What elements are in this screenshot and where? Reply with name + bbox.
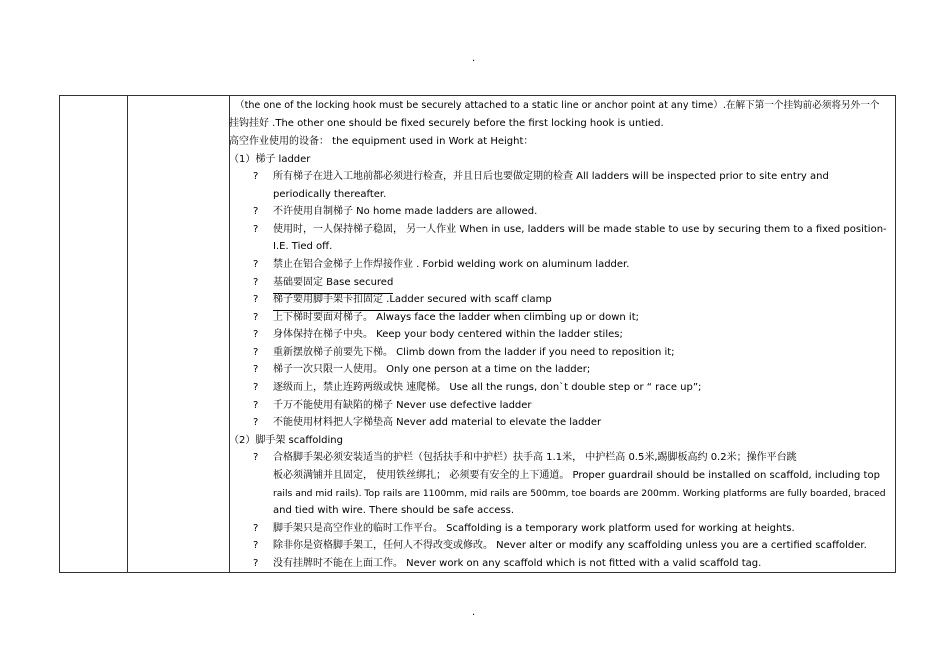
list-item-text-underlined: 梯子要用脚手架卡扣固定 .Ladder secured with scaff clamp xyxy=(273,291,552,311)
list-item-text: 使用时，一人保持梯子稳固， 另一人作业 When in use, ladders will be made stable to use by securing them to a fixed position- xyxy=(273,224,887,235)
list-item-text: periodically thereafter. xyxy=(273,189,387,200)
bullet-glyph: ? xyxy=(253,259,259,270)
page-mark-top: . xyxy=(472,53,476,64)
section-heading-scaffolding: （2）脚手架 scaffolding xyxy=(229,435,343,446)
list-item-text: 不许使用自制梯子 No home made ladders are allowed. xyxy=(273,206,538,217)
bullet-glyph: ? xyxy=(253,417,259,428)
list-item-text: 千万不能使用有缺陷的梯子 Never use defective ladder xyxy=(273,400,532,411)
list-item-text: 除非你是资格脚手架工，任何人不得改变或修改。 Never alter or modify any scaffolding unless you are a certified scaffolder. xyxy=(273,540,867,551)
bullet-glyph: ? xyxy=(253,329,259,340)
text-line: （the one of the locking hook must be securely attached to a static line or anchor point at any time）.在解下第一个挂钩前必须将另外一个 xyxy=(235,100,880,111)
list-item-text: 不能使用材料把人字梯垫高 Never add material to elevate the ladder xyxy=(273,417,602,428)
bullet-glyph: ? xyxy=(253,452,259,463)
bullet-glyph: ? xyxy=(253,206,259,217)
list-item-text: 所有梯子在进入工地前都必须进行检查，并且日后也要做定期的检查 All ladders will be inspected prior to site entry and xyxy=(273,171,829,182)
list-item-text: 梯子一次只限一人使用。 Only one person at a time on the ladder; xyxy=(273,364,591,375)
section-heading-ladder: （1）梯子 ladder xyxy=(229,154,311,165)
list-item-text: 脚手架只是高空作业的临时工作平台。 Scaffolding is a temporary work platform used for working at heights. xyxy=(273,523,795,534)
list-item xyxy=(229,168,891,186)
bullet-glyph: ? xyxy=(253,347,259,358)
bullet-glyph: ? xyxy=(253,224,259,235)
list-item-text: I.E. Tied off. xyxy=(273,241,333,252)
bullet-glyph: ? xyxy=(253,312,259,323)
list-item-text: 禁止在铝合金梯子上作焊接作业 . Forbid welding work on aluminum ladder. xyxy=(273,259,630,270)
table-column-divider xyxy=(127,96,128,572)
bullet-glyph: ? xyxy=(253,523,259,534)
text-line: 挂钩挂好 .The other one should be fixed securely before the first locking hook is untied. xyxy=(229,118,664,129)
bullet-glyph: ? xyxy=(253,558,259,569)
page-mark-bottom: . xyxy=(472,607,476,618)
list-item-text: 合格脚手架必须安装适当的护栏（包括扶手和中护栏）扶手高 1.1米， 中护栏高 0.5米,踢脚板高约 0.2米；操作平台跳 xyxy=(273,452,797,463)
list-item-text: 板必须满铺并且固定， 使用铁丝绑扎； 必须要有安全的上下通道。 Proper guardrail should be installed on scaffold, including top xyxy=(273,470,880,481)
bullet-glyph: ? xyxy=(253,400,259,411)
list-item-text: and tied with wire. There should be safe access. xyxy=(273,505,514,516)
bullet-glyph: ? xyxy=(253,540,259,551)
list-item-text-underlined: 基础要固定 Base secured xyxy=(273,274,393,294)
text-line: 高空作业使用的设备： the equipment used in Work at Height： xyxy=(229,136,534,147)
bullet-glyph: ? xyxy=(253,171,259,182)
list-item-text: 没有挂牌时不能在上面工作。 Never work on any scaffold which is not fitted with a valid scaffold tag. xyxy=(273,558,762,569)
bullet-glyph: ? xyxy=(253,382,259,393)
bullet-glyph: ? xyxy=(253,364,259,375)
list-item-text: rails and mid rails). Top rails are 1100mm, mid rails are 500mm, toe boards are 200mm. Working platforms are fully boarded, braced xyxy=(273,488,886,499)
list-item-text: 上下梯时要面对梯子。 Always face the ladder when climbing up or down it; xyxy=(273,312,639,323)
list-item-text: 重新摆放梯子前要先下梯。 Climb down from the ladder if you need to reposition it; xyxy=(273,347,675,358)
list-item-text: 逐级而上，禁止连跨两级或快 速爬梯。 Use all the rungs, don`t double step or “ race up”; xyxy=(273,382,702,393)
list-item-text: 身体保持在梯子中央。 Keep your body centered within the ladder stiles; xyxy=(273,329,623,340)
bullet-glyph: ? xyxy=(253,277,259,288)
bullet-glyph: ? xyxy=(253,294,259,305)
